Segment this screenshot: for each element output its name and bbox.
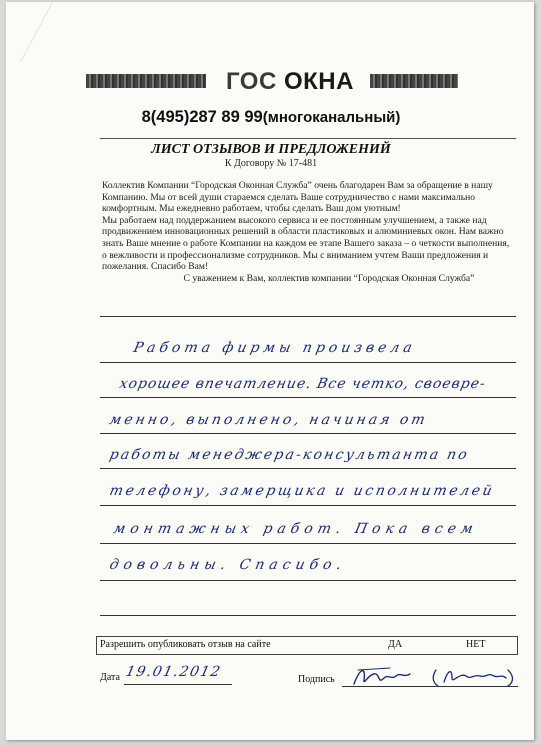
writing-line xyxy=(100,615,516,616)
signature-label: Подпись xyxy=(298,674,335,685)
brand-suffix: ОКНА xyxy=(283,68,354,95)
paper-fold-mark xyxy=(20,2,113,62)
phone-note: (многоканальный) xyxy=(262,109,401,126)
writing-line xyxy=(100,543,516,544)
writing-line xyxy=(100,468,516,469)
publish-permission-box xyxy=(96,636,518,655)
form-title: ЛИСТ ОТЗЫВОВ И ПРЕДЛОЖЕНИЙ xyxy=(151,142,391,157)
handwritten-review-line: монтажных работ. Пока всем xyxy=(112,521,480,537)
brand-name xyxy=(212,68,368,96)
handwritten-review-line: работы менеджера-консультанта по xyxy=(108,447,471,463)
writing-line xyxy=(100,397,516,398)
brand-logo xyxy=(86,66,458,100)
intro-paragraph-2: Мы работаем над поддержанием высокого сервиса и ее постоянным улучшением, а также над продвижением инновационных решений в области пластиковых и алюминиевых окон. Нам важно знать Ваше мнение о работе Компании на каждом ее этапе Вашего заказа – о четкости выполнения, о вежливости и профессионализме сотрудников. Мы с вниманием учтем Ваши предложения и пожелания. Спасибо Вам! xyxy=(102,214,510,273)
intro-paragraph-1: Коллектив Компании “Городская Оконная Служба” очень благодарен Вам за обращение в нашу Компанию. Мы от всей души стараемся сделать Ваше сотрудничество с нами максимально комфортным. Мы ежедневно работаем, чтобы сделать Ваш дом уютным! xyxy=(102,180,493,215)
publish-permission-label: Разрешить опубликовать отзыв на сайте xyxy=(100,639,271,650)
date-line xyxy=(124,684,232,685)
publish-no-option[interactable]: НЕТ xyxy=(466,639,486,650)
handwritten-review-line: телефону, замерщика и исполнителей xyxy=(108,483,496,499)
handwritten-signature-name xyxy=(430,664,516,690)
writing-line xyxy=(100,316,516,317)
date-value: 19.01.2012 xyxy=(124,664,223,680)
writing-line xyxy=(100,580,516,581)
handwritten-review-line: менно, выполнено, начиная от xyxy=(108,412,430,428)
logo-left-stripe xyxy=(86,74,206,88)
handwritten-review-line: Работа фирмы произвела xyxy=(132,340,418,356)
publish-yes-option[interactable]: ДА xyxy=(388,639,403,650)
phone-line xyxy=(0,108,542,127)
logo-right-stripe xyxy=(370,74,458,88)
brand-prefix: ГОС xyxy=(226,68,277,95)
header-rule xyxy=(100,138,516,139)
date-label: Дата xyxy=(100,672,120,683)
intro-signoff: С уважением к Вам, коллектив компании “Городская Оконная Служба” xyxy=(183,272,475,284)
handwritten-review-line: хорошее впечатление. Все четко, своевре- xyxy=(118,376,488,392)
handwritten-signature xyxy=(350,664,420,690)
writing-line xyxy=(100,505,516,506)
writing-line xyxy=(100,362,516,363)
intro-text xyxy=(102,180,516,284)
contract-reference: К Договору № 17-481 xyxy=(224,158,318,169)
writing-line xyxy=(100,433,516,434)
phone-number: 8(495)287 89 99 xyxy=(141,108,263,126)
handwritten-review-line: довольны. Спасибо. xyxy=(108,557,348,573)
